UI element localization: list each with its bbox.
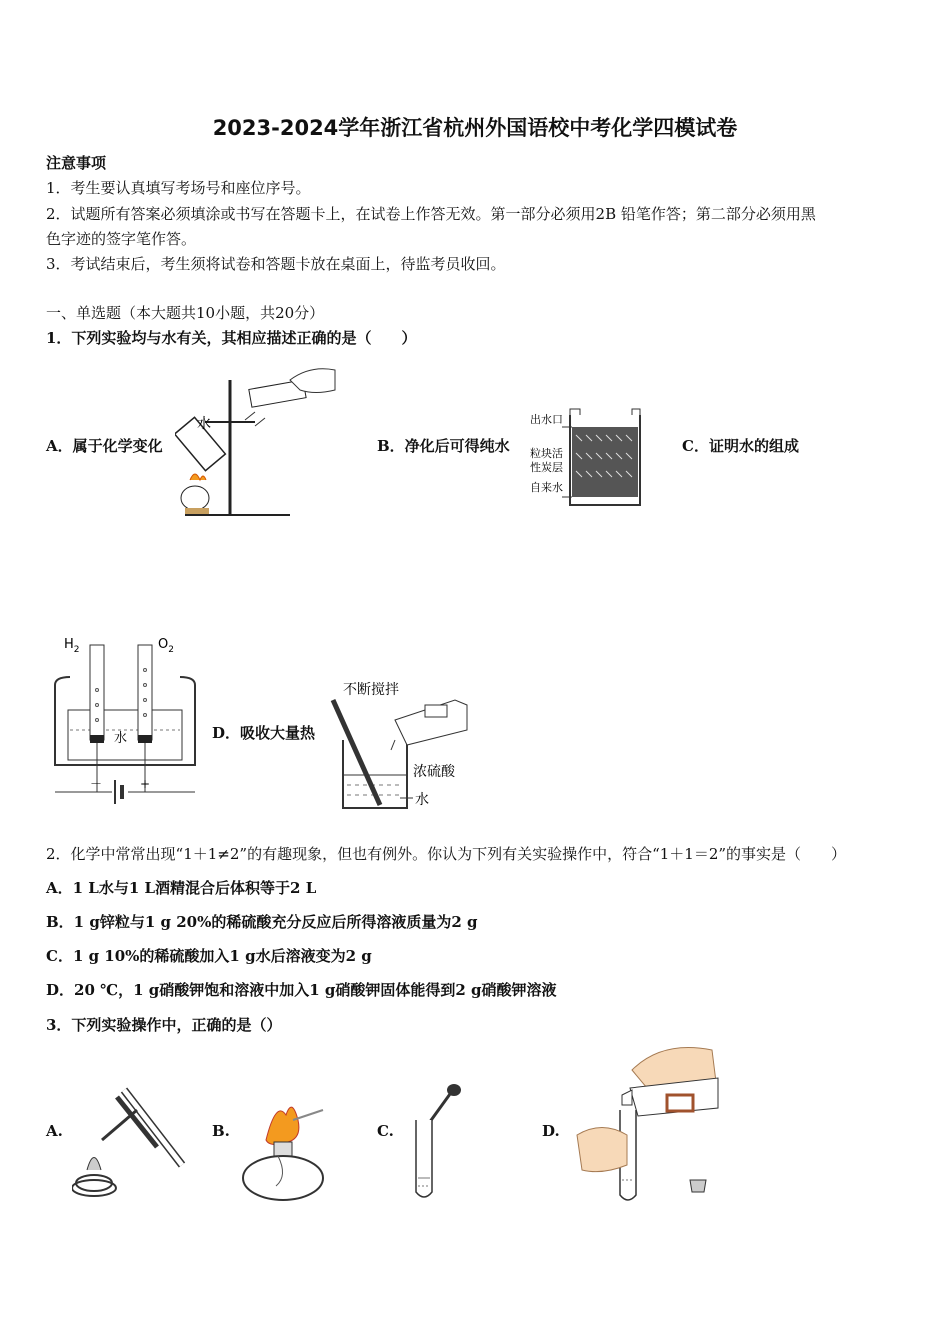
q1-figure-c-electrolysis [50, 630, 200, 810]
q3-figure-c-dropper [408, 1080, 468, 1205]
q3-option-b-label: B. [212, 1122, 230, 1140]
q2-stem: 2．化学中常常出现“1＋1≠2”的有趣现象，但也有例外。你认为下列有关实验操作中，符合“1＋1＝2”的事实是（ ） [46, 845, 847, 863]
q1-figure-c-pos-label: + [140, 777, 151, 791]
q1-figure-a-heating-water [175, 360, 345, 520]
q1-figure-c-neg-label: － [90, 777, 103, 791]
q1-figure-d-acid-label: 浓硫酸 [413, 764, 455, 780]
q1-option-d: D．吸收大量热 [212, 724, 316, 742]
notice-heading: 注意事项 [46, 154, 107, 172]
q3-option-d-label: D. [542, 1122, 560, 1140]
q1-figure-d-stir-label: 不断搅拌 [343, 682, 399, 698]
q2-option-c: C．1 g 10%的稀硫酸加入1 g水后溶液变为2 g [46, 947, 372, 965]
q1-stem: 1．下列实验均与水有关，其相应描述正确的是（ ） [46, 329, 417, 347]
q1-option-c: C．证明水的组成 [682, 437, 799, 455]
q1-figure-b-inlet-label: 自来水 [530, 481, 563, 494]
q3-option-a-label: A. [46, 1122, 63, 1140]
section-heading: 一、单选题（本大题共10小题，共20分） [46, 304, 325, 322]
q2-option-a: A．1 L水与1 L酒精混合后体积等于2 L [46, 879, 317, 897]
q1-figure-b-carbon-label-1: 粒块活 [530, 447, 563, 460]
q1-figure-b-carbon-label-2: 性炭层 [530, 461, 563, 474]
q1-figure-c-h2-label: $H_2$ [64, 637, 80, 655]
q3-figure-d-pouring [572, 1040, 722, 1205]
q1-figure-a-water-label: 水 [197, 416, 211, 432]
q3-option-c-label: C. [377, 1122, 394, 1140]
q1-figure-b-outlet-label: 出水口 [530, 413, 563, 426]
notice-item-2: 2．试题所有答案必须填涂或书写在答题卡上，在试卷上作答无效。第一部分必须用2B 铅笔作答；第二部分必须用黑 [46, 205, 816, 223]
q1-figure-d-dilution [325, 680, 475, 815]
notice-item-1: 1．考生要认真填写考场号和座位序号。 [46, 179, 311, 197]
notice-item-3: 3．考试结束后，考生须将试卷和答题卡放在桌面上，待监考员收回。 [46, 255, 506, 273]
q1-figure-d-water-label: 水 [415, 792, 429, 808]
exam-title: 2023-2024学年浙江省杭州外国语校中考化学四模试卷 [212, 116, 738, 140]
q3-stem: 3．下列实验操作中，正确的是（） [46, 1016, 282, 1034]
q3-figure-b-alcohol-lamp [238, 1100, 333, 1205]
q1-option-a: A．属于化学变化 [46, 437, 163, 455]
q3-figure-a-heating-tube [72, 1085, 192, 1205]
q2-option-d: D．20 ℃，1 g硝酸钾饱和溶液中加入1 g硝酸钾固体能得到2 g硝酸钾溶液 [46, 981, 557, 999]
q1-figure-b-filter [528, 405, 648, 515]
q1-figure-c-water-label: 水 [114, 731, 128, 746]
notice-item-2-cont: 色字迹的签字笔作答。 [46, 230, 197, 248]
q1-figure-c-o2-label: $O_2$ [158, 637, 174, 655]
q1-option-b: B．净化后可得纯水 [377, 437, 510, 455]
q2-option-b: B．1 g锌粒与1 g 20%的稀硫酸充分反应后所得溶液质量为2 g [46, 913, 478, 931]
